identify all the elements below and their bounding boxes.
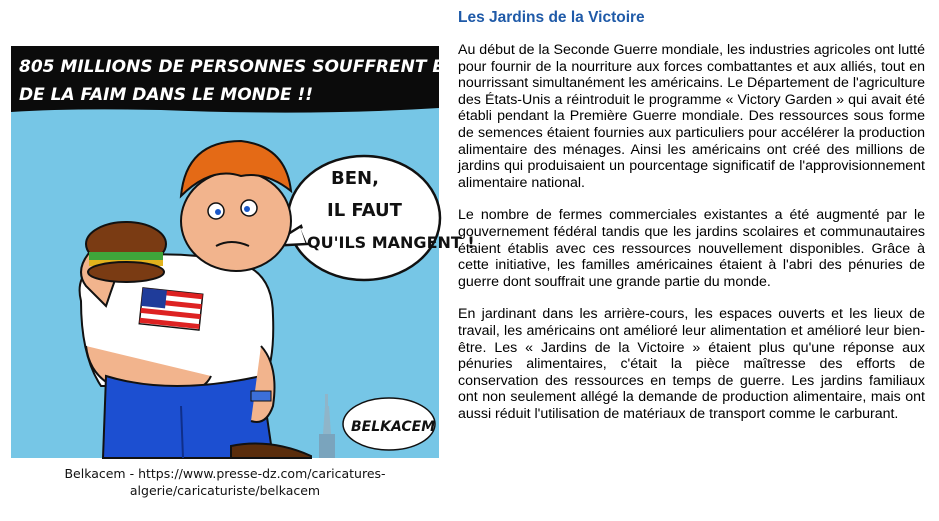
article-paragraph-1: Au début de la Seconde Guerre mondiale, les industries agricoles ont lutté pour fournir de la nourriture aux forces combattantes et aux alliés, tout en nourrissant simultanément les américains. Le Département de l'agriculture des États-Unis a réintroduit le programme « Victory Garden » qui avait été établi pendant la Première Guerre mondiale. Des ressources sous forme de semences étaient fournies aux particuliers pour accélérer la production alimentaire des ménages. Ainsi les américains ont créé des millions de jardins qui produisaient un pourcentage significatif de l'approvisionnement alimentaire national. [458,42,925,191]
cartoon-drawing [11,46,510,458]
article-paragraph-3: En jardinant dans les arrière-cours, les espaces ouverts et les lieux de travail, les américains ont amélioré leur alimentation et amélioré leur bien-être. Les « Jardins de la Victoire » étaient plus qu'une réponse aux pénuries alimentaires, c'était la pièce maîtresse des efforts de conservation des ressources en temps de guerre. Les jardins familiaux ont non seulement allégé la demande de production alimentaire, mais ont aussi réduit l'utilisation de matériaux de transport comme le carburant. [458,306,925,422]
signature-text: BELKACEM [351,419,436,435]
banner-line-2: DE LA FAIM DANS LE MONDE !! [19,85,314,105]
article-title: Les Jardins de la Victoire [458,9,645,26]
burger [86,222,166,282]
speech-line-2: IL FAUT [327,200,402,221]
us-flag [139,288,202,330]
image-caption [40,465,410,499]
article-paragraph-2: Le nombre de fermes commerciales existantes a été augmenté par le gouvernement fédéral tandis que les jardins scolaires et communautaires étaient établis avec ces ressources nouvellement disponibles. Grâce à cette initiative, les familles américaines étaient à l'abri des pénuries de guerre dont souffrait une grande partie du monde. [458,207,925,290]
artist-signature [343,398,435,450]
caption-line-1: Belkacem - https://www.presse-dz.com/caricatures- [64,466,386,481]
statue-of-liberty [319,394,335,458]
caption-line-2: algerie/caricaturiste/belkacem [129,483,321,498]
article-column [458,8,925,438]
speech-line-1: BEN, [331,168,379,189]
banner-line-1: 805 MILLIONS DE PERSONNES SOUFFRENT ENCORE [19,57,510,77]
speech-bubble [269,156,475,280]
character-figure [80,141,311,458]
cartoon-illustration [11,46,510,458]
speech-line-3: QU'ILS MANGENT ! [307,233,475,252]
